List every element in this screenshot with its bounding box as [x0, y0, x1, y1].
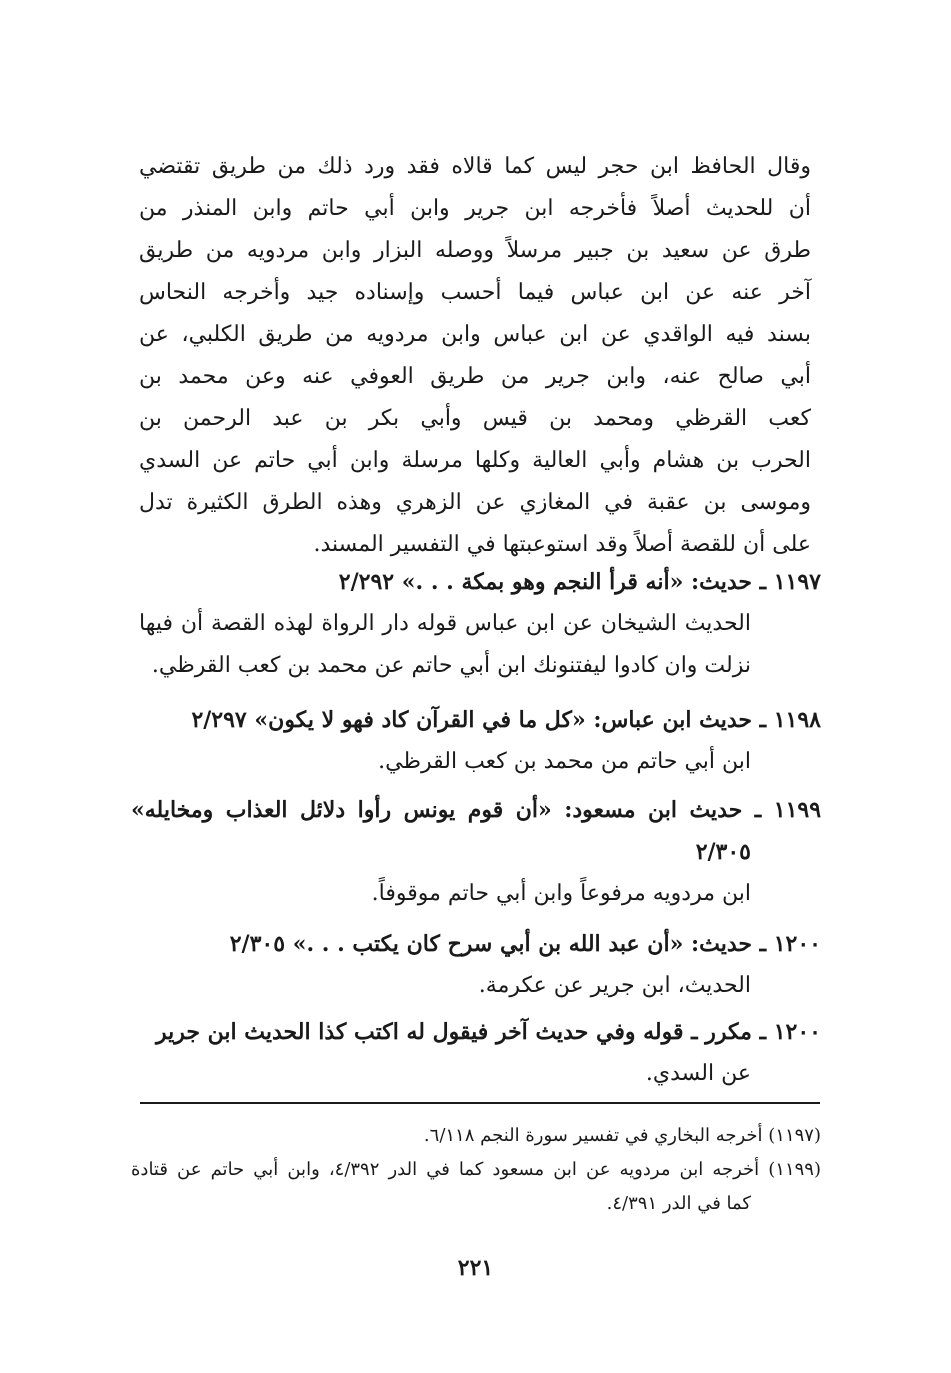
footnote-divider — [140, 1102, 820, 1104]
hadith-1197-heading: ١١٩٧ ـ حديث: «أنه قرأ النجم وهو بمكة . . .» ٢/٢٩٢ — [338, 569, 821, 595]
page-number: ٢٢١ — [457, 1255, 494, 1281]
intro-line-9: وموسى بن عقبة في المغازي عن الزهري وهذه الطرق الكثيرة تدل — [139, 490, 811, 515]
footnote-1197: (١١٩٧) أخرجه البخاري في تفسير سورة النجم ٦/١١٨. — [423, 1125, 821, 1146]
hadith-1200-repeat-heading: ١٢٠٠ ـ مكرر ـ قوله وفي حديث آخر فيقول له اكتب كذا الحديث ابن جرير — [155, 1019, 821, 1045]
hadith-1198-text-1: ابن أبي حاتم من محمد بن كعب القرظي. — [378, 749, 751, 774]
hadith-1199-text-1: ابن مردويه مرفوعاً وابن أبي حاتم موقوفاً. — [371, 881, 751, 906]
hadith-1198-heading: ١١٩٨ ـ حديث ابن عباس: «كل ما في القرآن كاد فهو لا يكون» ٢/٢٩٧ — [191, 707, 821, 733]
footnote-1199-line-1: (١١٩٩) أخرجه ابن مردويه عن ابن مسعود كما في الدر ٤/٣٩٢، وابن أبي حاتم عن قتادة — [131, 1159, 821, 1180]
intro-line-3: طرق عن سعيد بن جبير مرسلاً ووصله البزار وابن مردويه من طريق — [139, 238, 811, 263]
intro-line-7: كعب القرظي ومحمد بن قيس وأبي بكر بن عبد الرحمن بن — [139, 406, 811, 431]
hadith-1199-heading-cont: ٢/٣٠٥ — [695, 839, 751, 865]
intro-line-6: أبي صالح عنه، وابن جرير من طريق العوفي عنه وعن محمد بن — [139, 364, 811, 389]
intro-line-5: بسند فيه الواقدي عن ابن عباس وابن مردويه من طريق الكلبي، عن — [139, 322, 811, 347]
hadith-1197-text-2: نزلت وان كادوا ليفتنونك ابن أبي حاتم عن محمد بن كعب القرظي. — [151, 653, 751, 678]
intro-line-1: وقال الحافظ ابن حجر ليس كما قالاه فقد ورد ذلك من طريق تقتضي — [139, 154, 811, 179]
hadith-1199-heading: ١١٩٩ ـ حديث ابن مسعود: «أن قوم يونس رأوا دلائل العذاب ومخايله» — [131, 797, 822, 823]
hadith-1200-heading: ١٢٠٠ ـ حديث: «أن عبد الله بن أبي سرح كان يكتب . . .» ٢/٣٠٥ — [229, 931, 821, 957]
hadith-1200-text-1: الحديث، ابن جرير عن عكرمة. — [478, 973, 751, 998]
intro-line-10: على أن للقصة أصلاً وقد استوعبتها في التفسير المسند. — [313, 532, 811, 557]
intro-line-2: أن للحديث أصلاً فأخرجه ابن جرير وابن أبي حاتم وابن المنذر من — [139, 196, 811, 221]
hadith-1200-repeat-text-1: عن السدي. — [645, 1061, 751, 1086]
intro-line-4: آخر عنه عن ابن عباس فيما أحسب وإسناده جيد وأخرجه النحاس — [139, 280, 811, 305]
footnote-1199-line-2: كما في الدر ٤/٣٩١. — [606, 1193, 751, 1214]
intro-line-8: الحرب بن هشام وأبي العالية وكلها مرسلة وابن أبي حاتم عن السدي — [139, 448, 811, 473]
hadith-1197-text-1: الحديث الشيخان عن ابن عباس قوله دار الرواة لهذه القصة أن فيها — [139, 611, 751, 636]
